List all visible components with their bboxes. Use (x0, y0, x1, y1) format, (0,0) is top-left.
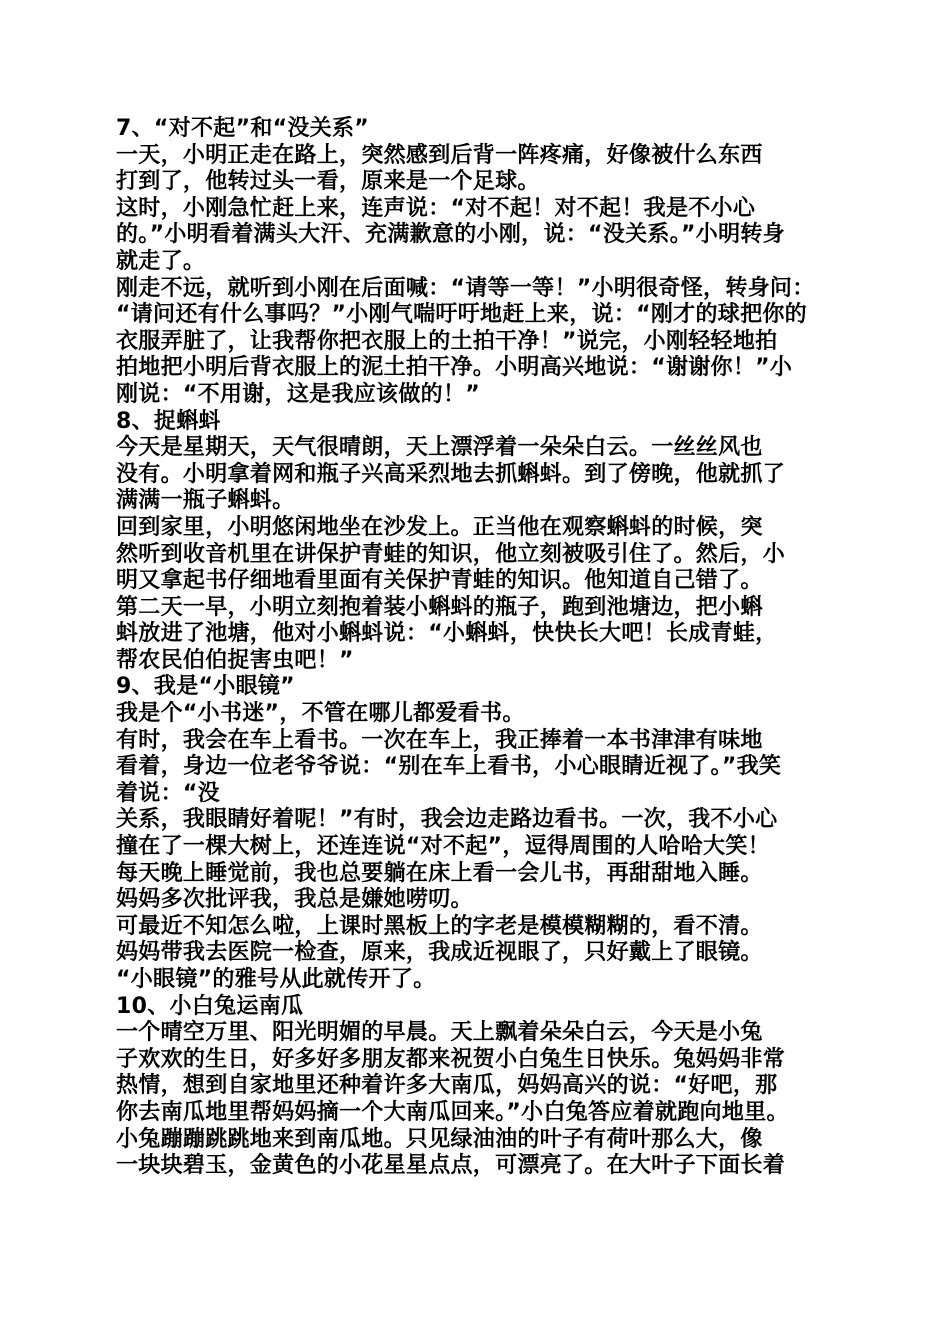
text-line: 看着，身边一位老爷爷说：“别在车上看书，小心眼睛近视了。”我笑 (116, 754, 782, 780)
text-line: 帮农民伯伯捉害虫吧！” (116, 647, 354, 673)
text-line: 子欢欢的生日，好多好多朋友都来祝贺小白兔生日快乐。兔妈妈非常 (116, 1046, 786, 1072)
text-line: 今天是星期天，天气很晴朗，天上漂浮着一朵朵白云。一丝丝风也 (116, 435, 763, 461)
text-line: 明又拿起书仔细地看里面有关保护青蛙的知识。他知道自己错了。 (116, 568, 763, 594)
text-line: 蚪放进了池塘，他对小蝌蚪说：“小蝌蚪，快快长大吧！长成青蛙， (116, 621, 778, 647)
text-line: 没有。小明拿着网和瓶子兴高采烈地去抓蝌蚪。到了傍晚，他就抓了 (116, 461, 786, 487)
text-line: “请问还有什么事吗？”小刚气喘吁吁地赶上来，说：“刚才的球把你的 (116, 302, 807, 328)
text-line: 有时，我会在车上看书。一次在车上，我正捧着一本书津津有味地 (116, 727, 763, 753)
text-line: 妈妈带我去医院一检查，原来，我成近视眼了，只好戴上了眼镜。 (116, 940, 763, 966)
text-line: 就走了。 (116, 248, 206, 274)
text-line: 的。”小明看着满头大汗、充满歉意的小刚，说：“没关系。”小明转身 (116, 222, 785, 248)
text-line: 关系，我眼睛好着呢！”有时，我会边走路边看书。一次，我不小心 (116, 807, 778, 833)
text-line: 每天晚上睡觉前，我也总要躺在床上看一会儿书，再甜甜地入睡。 (116, 860, 763, 886)
text-line: 妈妈多次批评我，我总是嫌她唠叨。 (116, 887, 473, 913)
text-line: 撞在了一棵大树上，还连连说“对不起”，逗得周围的人哈哈大笑！ (116, 834, 770, 860)
heading-story-8: 8、捉蝌蚪 (116, 408, 221, 434)
text-line: 然听到收音机里在讲保护青蛙的知识，他立刻被吸引住了。然后，小 (116, 541, 786, 567)
text-line: 着说：“没 (116, 780, 220, 806)
text-line: 我是个“小书迷”，不管在哪儿都爱看书。 (116, 701, 525, 727)
text-line: 满满一瓶子蝌蚪。 (116, 488, 295, 514)
document-page (116, 116, 846, 1180)
text-line: 衣服弄脏了，让我帮你把衣服上的土拍干净！”说完，小刚轻轻地拍 (116, 328, 778, 354)
heading-story-7: 7、“对不起”和“没关系” (116, 116, 370, 141)
text-line: 刚走不远，就听到小刚在后面喊：“请等一等！”小明很奇怪，转身问： (116, 275, 815, 301)
text-line: “小眼镜”的雅号从此就传开了。 (116, 967, 436, 992)
text-line: 这时，小刚急忙赶上来，连声说：“对不起！对不起！我是不小心 (116, 195, 756, 221)
text-line: 你去南瓜地里帮妈妈摘一个大南瓜回来。”小白兔答应着就跑向地里。 (116, 1099, 789, 1125)
text-line: 一天，小明正走在路上，突然感到后背一阵疼痛，好像被什么东西 (116, 142, 763, 168)
text-line: 一块块碧玉，金黄色的小花星星点点，可漂亮了。在大叶子下面长着 (116, 1153, 786, 1179)
heading-story-9: 9、我是“小眼镜” (116, 674, 295, 700)
text-line: 第二天一早，小明立刻抱着装小蝌蚪的瓶子，跑到池塘边，把小蝌 (116, 594, 763, 620)
text-line: 刚说：“不用谢，这是我应该做的！” (116, 381, 481, 407)
text-line: 可最近不知怎么啦，上课时黑板上的字老是模模糊糊的，看不清。 (116, 913, 763, 939)
text-line: 一个晴空万里、阳光明媚的早晨。天上飘着朵朵白云，今天是小兔 (116, 1020, 763, 1046)
text-line: 打到了，他转过头一看，原来是一个足球。 (116, 169, 540, 195)
text-line: 热情，想到自家地里还种着许多大南瓜，妈妈高兴的说：“好吧，那 (116, 1073, 778, 1099)
heading-story-10: 10、小白兔运南瓜 (116, 993, 304, 1019)
text-line: 拍地把小明后背衣服上的泥土拍干净。小明高兴地说：“谢谢你！”小 (116, 355, 793, 381)
text-line: 回到家里，小明悠闲地坐在沙发上。正当他在观察蝌蚪的时候，突 (116, 514, 763, 540)
text-line: 小兔蹦蹦跳跳地来到南瓜地。只见绿油油的叶子有荷叶那么大，像 (116, 1126, 763, 1152)
